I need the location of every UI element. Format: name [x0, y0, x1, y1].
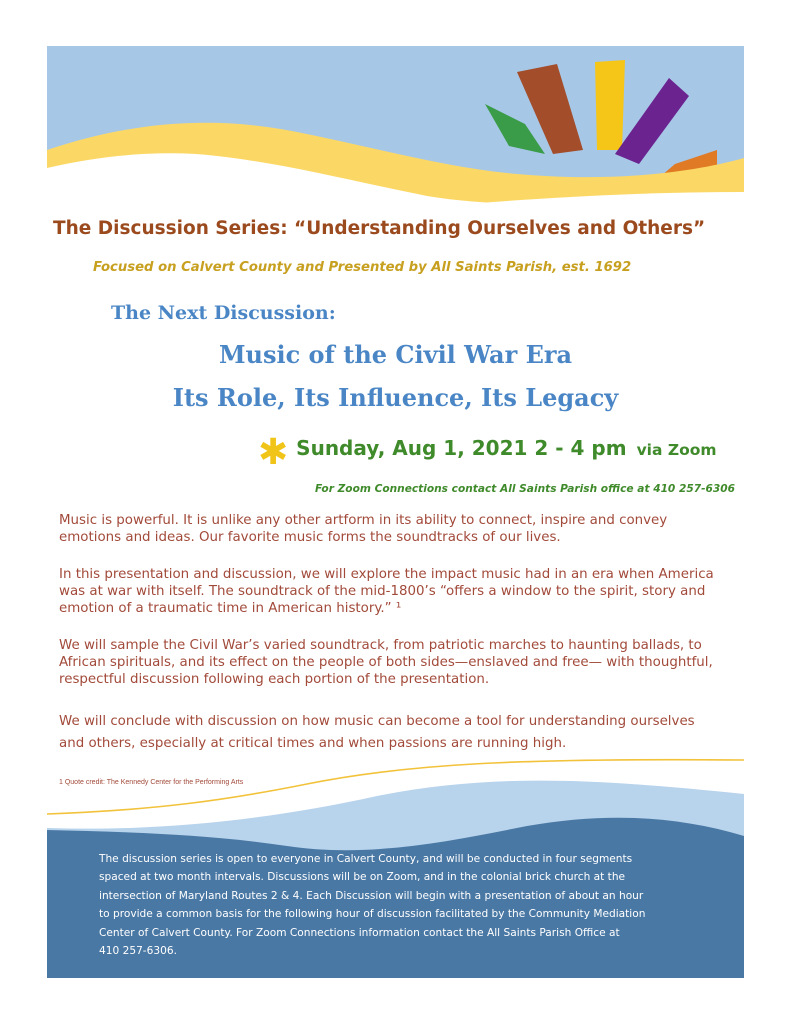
event-date-line [258, 432, 717, 473]
body-paragraph-1 [59, 512, 749, 546]
info-line: 410 257-6306. [99, 945, 177, 958]
info-line: intersection of Maryland Routes 2 & 4. Each Discussion will begin with a presentation of about an hour [99, 889, 644, 902]
info-line: spaced at two month intervals. Discussions will be on Zoom, and in the colonial brick church at the [99, 871, 626, 884]
paragraph-line: Music is powerful. It is unlike any other artform in its ability to connect, inspire and convey [59, 513, 668, 528]
body-paragraph-3 [59, 637, 749, 688]
paragraph-line: African spirituals, and its effect on the people of both sides—enslaved and free— with thoughtful, [59, 655, 713, 670]
info-line: The discussion series is open to everyone in Calvert County, and will be conducted in four segments [99, 853, 633, 865]
info-line: Center of Calvert County. For Zoom Connections information contact the All Saints Parish Office at [99, 926, 620, 939]
asterisk-icon: ✱ [258, 432, 289, 473]
paragraph-line: and others, especially at critical times and when passions are running high. [59, 736, 567, 751]
zoom-contact-line: For Zoom Connections contact All Saints Parish office at 410 257-6306 [315, 483, 735, 495]
paragraph-line: We will sample the Civil War’s varied soundtrack, from patriotic marches to haunting ballads, to [59, 638, 702, 653]
footnote: 1 Quote credit: The Kennedy Center for the Performing Arts [59, 779, 244, 786]
paragraph-line: respectful discussion following each portion of the presentation. [59, 672, 490, 687]
body-paragraph-4 [59, 711, 749, 755]
paragraph-line: In this presentation and discussion, we will explore the impact music had in an era when America [59, 567, 714, 582]
paragraph-line: emotions and ideas. Our favorite music forms the soundtracks of our lives. [59, 530, 561, 545]
next-discussion-label: The Next Discussion: [111, 302, 336, 324]
paragraph-line: We will conclude with discussion on how music can become a tool for understanding ourselves [59, 714, 695, 729]
top-banner-graphic [47, 46, 744, 204]
event-date-time: Sunday, Aug 1, 2021 2 - 4 pm [296, 436, 627, 460]
paragraph-line: emotion of a traumatic time in American history.” ¹ [59, 601, 402, 616]
ray-gold [595, 60, 625, 150]
series-info-text [99, 850, 719, 960]
event-title-line-1: Music of the Civil War Era [218, 340, 573, 369]
info-line: to provide a common basis for the following hour of discussion facilitated by the Community Mediation [99, 908, 646, 921]
event-title-line-2: Its Role, Its Influence, Its Legacy [172, 383, 619, 412]
paragraph-line: was at war with itself. The soundtrack of the mid-1800’s “offers a window to the spirit, story and [59, 584, 706, 599]
event-via: via Zoom [636, 441, 717, 459]
series-subtitle: Focused on Calvert County and Presented by All Saints Parish, est. 1692 [93, 260, 632, 275]
body-paragraph-2 [59, 566, 749, 617]
series-title: The Discussion Series: “Understanding Ourselves and Others” [53, 218, 706, 239]
